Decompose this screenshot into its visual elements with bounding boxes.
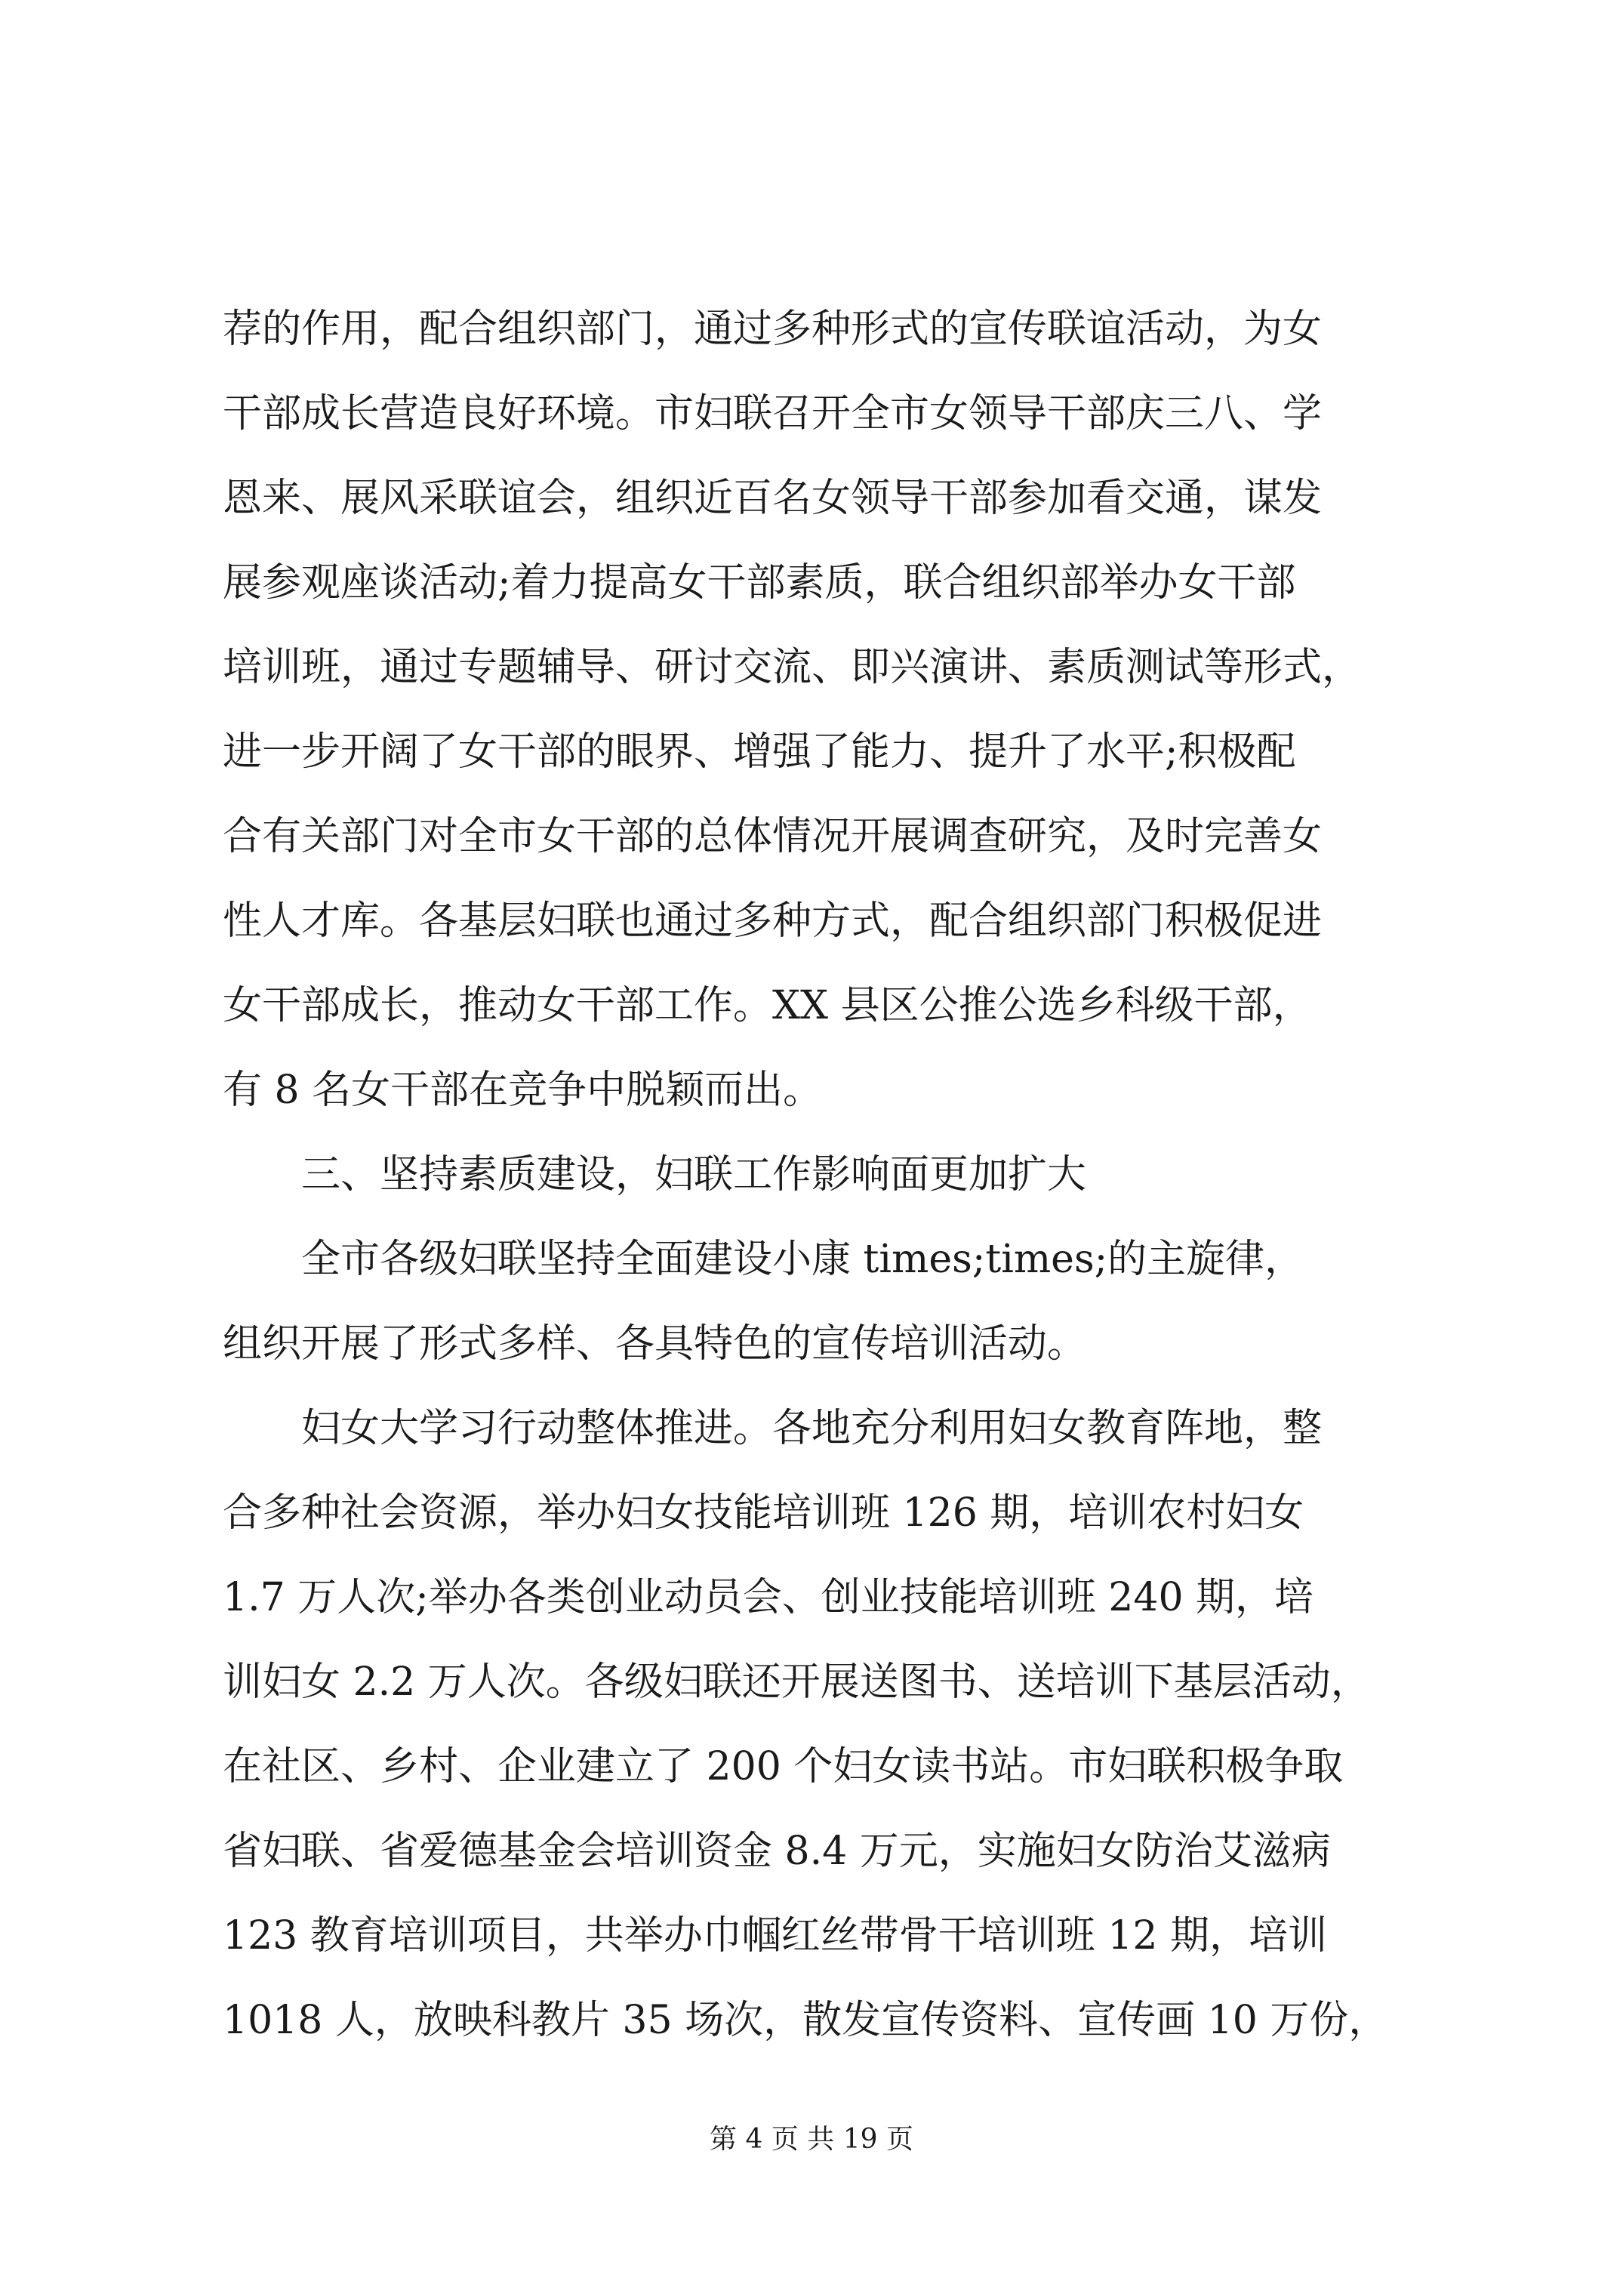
text-line: 合多种社会资源，举办妇女技能培训班 126 期，培训农村妇女	[223, 1490, 1304, 1536]
text-line: 123 教育培训项目，共举办巾帼红丝带骨干培训班 12 期，培训	[223, 1913, 1328, 1959]
paragraph-first-line: 妇女大学习行动整体推进。各地充分利用妇女教育阵地，整	[301, 1406, 1323, 1451]
section-heading: 三、坚持素质建设，妇联工作影响面更加扩大	[301, 1152, 1087, 1197]
text-line: 合有关部门对全市女干部的总体情况开展调查研究，及时完善女	[223, 814, 1323, 859]
text-line: 进一步开阔了女干部的眼界、增强了能力、提升了水平;积极配	[223, 729, 1296, 775]
text-line: 1018 人，放映科教片 35 场次，散发宣传资料、宣传画 10 万份，	[223, 1998, 1388, 2043]
paragraph-first-line: 全市各级妇联坚持全面建设小康 times;times;的主旋律，	[301, 1237, 1304, 1282]
document-body	[223, 287, 1423, 2063]
text-line: 1.7 万人次;举办各类创业动员会、创业技能培训班 240 期，培	[223, 1575, 1314, 1620]
text-line: 性人才库。各基层妇联也通过多种方式，配合组织部门积极促进	[223, 898, 1323, 944]
text-line: 训妇女 2.2 万人次。各级妇联还开展送图书、送培训下基层活动，	[223, 1660, 1370, 1705]
text-line: 女干部成长，推动女干部工作。XX 县区公推公选乡科级干部，	[223, 983, 1312, 1028]
page-number-footer: 第 4 页 共 19 页	[710, 2124, 913, 2155]
text-line: 组织开展了形式多样、各具特色的宣传培训活动。	[223, 1321, 1087, 1367]
text-line: 在社区、乡村、企业建立了 200 个妇女读书站。市妇联积极争取	[223, 1744, 1344, 1789]
text-line: 恩来、展风采联谊会，组织近百名女领导干部参加看交通，谋发	[223, 476, 1323, 521]
text-line: 荐的作用，配合组织部门，通过多种形式的宣传联谊活动，为女	[223, 307, 1323, 352]
text-line: 培训班，通过专题辅导、研讨交流、即兴演讲、素质测试等形式，	[223, 645, 1362, 690]
text-line: 有 8 名女干部在竞争中脱颖而出。	[223, 1068, 823, 1113]
text-line: 展参观座谈活动;着力提高女干部素质，联合组织部举办女干部	[223, 560, 1296, 606]
text-line: 省妇联、省爱德基金会培训资金 8.4 万元，实施妇女防治艾滋病	[223, 1829, 1331, 1874]
text-line: 干部成长营造良好环境。市妇联召开全市女领导干部庆三八、学	[223, 391, 1323, 436]
